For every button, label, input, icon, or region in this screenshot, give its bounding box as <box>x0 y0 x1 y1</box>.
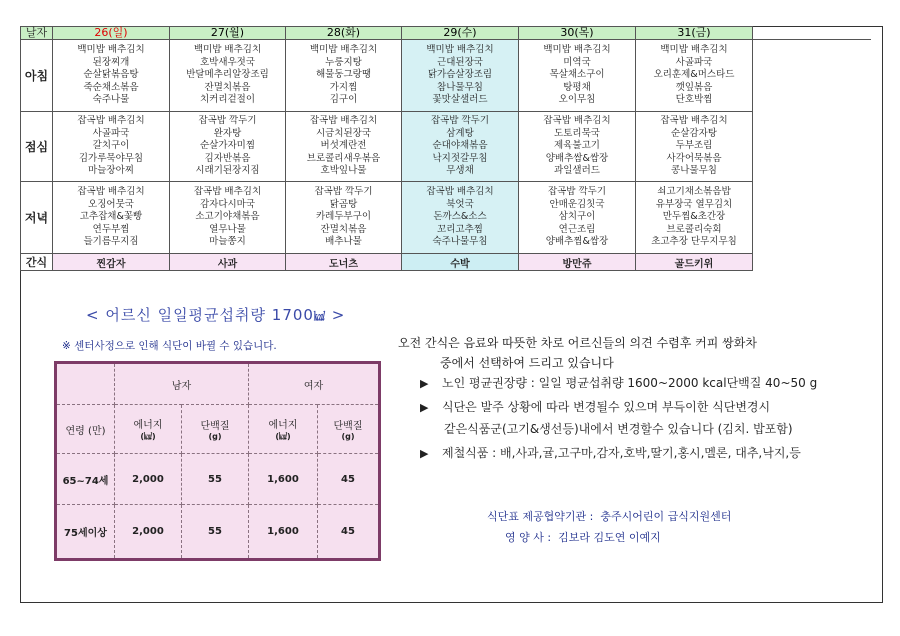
value-cell: 55 <box>182 454 249 505</box>
menu-item: 미역국 <box>563 56 591 68</box>
intake-title-end: > <box>325 306 346 324</box>
menu-item: 잡곡밥 배추김치 <box>426 186 494 198</box>
menu-item: 숙주나물무침 <box>432 236 488 248</box>
menu-item: 김자반볶음 <box>204 152 251 164</box>
age-cell: 75세이상 <box>56 505 115 560</box>
note-bullet-2-cont: 같은식품군(고기&생선등)내에서 변경할수 있습니다 (김치. 밥포함) <box>444 422 793 436</box>
menu-items <box>170 115 285 178</box>
value-cell: 45 <box>318 505 380 560</box>
note-bullet-1 <box>420 374 817 391</box>
menu-items <box>53 186 169 249</box>
menu-item: 잔멸치볶음 <box>204 81 251 93</box>
arrow-icon: ▶ <box>420 377 429 390</box>
protein-label: 단백질 <box>200 421 230 432</box>
menu-item: 브로콜리숙회 <box>666 223 722 235</box>
protein-unit: (g) <box>341 432 355 441</box>
menu-item: 돈까스&소스 <box>433 211 487 223</box>
menu-item: 숙주나물 <box>92 94 130 106</box>
menu-item: 잡곡밥 배추김치 <box>77 115 145 127</box>
menu-item: 백미밥 배추김치 <box>77 44 145 56</box>
intake-blank <box>56 363 115 405</box>
note-bullet-2 <box>420 398 770 415</box>
menu-item: 백미밥 배추김치 <box>543 44 611 56</box>
meal-row <box>21 182 871 254</box>
menu-item: 깻잎볶음 <box>675 81 713 93</box>
menu-item: 잔멸치볶음 <box>320 223 367 235</box>
note-text: 제철식품 : 배,사과,귤,고구마,감자,호박,딸기,홍시,멜론, 대추,낙지,등 <box>442 446 801 460</box>
menu-item: 도토리묵국 <box>554 127 600 139</box>
menu-item: 북엇국 <box>446 198 474 210</box>
menu-items <box>170 44 285 107</box>
col-male-energy <box>115 405 182 454</box>
menu-item: 해물동그랑땡 <box>315 69 372 81</box>
menu-item: 오징어뭇국 <box>88 198 134 210</box>
menu-item: 삼치구이 <box>558 211 596 223</box>
value-cell: 45 <box>318 454 380 505</box>
menu-item: 잡곡밥 깍두기 <box>198 115 257 127</box>
menu-item: 콩나물무침 <box>671 165 717 177</box>
snack-note-line1: 오전 간식은 음료와 따뜻한 차로 어르신들의 의견 수렴후 커피 쌍화차 <box>398 336 757 350</box>
menu-items <box>402 186 518 249</box>
menu-items <box>519 115 635 178</box>
menu-item: 순살감자탕 <box>671 127 717 139</box>
menu-cell <box>402 182 519 254</box>
value-cell: 1,600 <box>249 454 318 505</box>
menu-items <box>286 44 401 107</box>
menu-item: 안매운김칫국 <box>549 198 605 210</box>
menu-cell <box>170 40 286 112</box>
menu-item: 백미밥 배추김치 <box>660 44 728 56</box>
nutritionist-names: 김보라 김도연 이예지 <box>558 531 661 544</box>
intake-subheader-row <box>56 405 380 454</box>
empty-cell <box>753 40 871 112</box>
menu-item: 반달메추리알장조림 <box>186 69 269 81</box>
note-bullet-3 <box>420 444 801 461</box>
menu-item: 잡곡밥 배추김치 <box>543 115 611 127</box>
menu-items <box>402 44 518 107</box>
intake-title-text: < 어르신 일일평균섭취량 1700 <box>86 306 314 324</box>
snack-cell: 찐감자 <box>53 254 170 271</box>
meal-row <box>21 40 871 112</box>
day-header-wed: 29(수) <box>402 27 519 40</box>
protein-unit: (g) <box>208 432 222 441</box>
intake-table <box>54 361 381 561</box>
menu-item: 가지찜 <box>329 81 358 93</box>
menu-item: 연근조림 <box>558 223 596 235</box>
menu-item: 호박새우젓국 <box>199 56 256 68</box>
menu-item: 사각어묵볶음 <box>666 152 722 164</box>
menu-cell <box>53 40 170 112</box>
meal-row <box>21 112 871 182</box>
menu-item: 쇠고기채소볶음밥 <box>657 186 731 198</box>
menu-item: 잡곡밥 배추김치 <box>193 186 262 198</box>
menu-items <box>53 115 169 178</box>
menu-cell <box>286 182 402 254</box>
day-header-tue: 28(화) <box>286 27 402 40</box>
menu-item: 오이무침 <box>558 94 596 106</box>
menu-item: 잡곡밥 깍두기 <box>547 186 607 198</box>
menu-item: 순살닭볶음탕 <box>83 69 139 81</box>
menu-item: 잡곡밥 깍두기 <box>430 115 490 127</box>
nutritionist-label: 영 양 사 : <box>505 531 552 544</box>
change-notice: ※ 센터사정으로 인해 식단이 바뀔 수 있습니다. <box>62 340 277 352</box>
snack-label: 간식 <box>21 254 53 271</box>
menu-item: 소고기야채볶음 <box>195 211 260 223</box>
menu-cell <box>519 40 636 112</box>
menu-header-row <box>21 27 871 40</box>
menu-item: 백미밥 배추김치 <box>193 44 262 56</box>
value-cell: 2,000 <box>115 505 182 560</box>
menu-item: 양배추쌈&쌈장 <box>545 152 609 164</box>
menu-item: 잡곡밥 배추김치 <box>660 115 728 127</box>
menu-item: 완자탕 <box>213 127 242 139</box>
menu-item: 백미밥 배추김치 <box>426 44 494 56</box>
value-cell: 1,600 <box>249 505 318 560</box>
menu-item: 만두찜&초간장 <box>662 211 726 223</box>
menu-cell <box>53 182 170 254</box>
menu-item: 닭가슴살장조림 <box>427 69 493 81</box>
day-header-fri: 31(금) <box>636 27 753 40</box>
menu-item: 마늘쫑지 <box>209 236 246 248</box>
menu-item: 오리훈제&머스타드 <box>653 69 735 81</box>
empty-cell <box>753 254 871 271</box>
protein-label: 단백질 <box>333 421 363 432</box>
menu-item: 김가루묵야무침 <box>78 152 144 164</box>
energy-unit: (㎉) <box>275 432 291 441</box>
menu-items <box>519 44 635 107</box>
snack-cell: 골드키위 <box>636 254 753 271</box>
menu-item: 백미밥 배추김치 <box>309 44 378 56</box>
menu-item: 감자다시마국 <box>199 198 256 210</box>
menu-item: 탕평채 <box>563 81 591 93</box>
menu-item: 근대된장국 <box>437 56 483 68</box>
col-female-energy <box>249 405 318 454</box>
provider-name: 충주시어린이 급식지원센터 <box>600 510 732 523</box>
menu-item: 연두부찜 <box>92 223 130 235</box>
menu-item: 과일샐러드 <box>554 165 600 177</box>
empty-cell <box>753 182 871 254</box>
menu-table <box>20 26 871 271</box>
menu-item: 잡곡밥 배추김치 <box>309 115 378 127</box>
menu-items <box>636 44 752 107</box>
menu-item: 초고추장 단무지무침 <box>651 236 737 248</box>
menu-items <box>53 44 169 107</box>
menu-item: 두부조림 <box>675 140 713 152</box>
menu-item: 꼬리고추찜 <box>437 223 483 235</box>
intake-header-row <box>56 363 380 405</box>
menu-cell <box>170 112 286 182</box>
menu-item: 시래기된장지짐 <box>195 165 260 177</box>
menu-cell <box>402 40 519 112</box>
menu-item: 버섯계란전 <box>320 140 367 152</box>
menu-item: 삼계탕 <box>446 127 474 139</box>
menu-cell <box>636 40 753 112</box>
energy-label: 에너지 <box>133 420 163 431</box>
menu-item: 순대야채볶음 <box>432 140 488 152</box>
menu-cell <box>286 40 402 112</box>
value-cell: 55 <box>182 505 249 560</box>
menu-item: 꽃맛살샐러드 <box>432 94 488 106</box>
menu-cell <box>519 112 636 182</box>
note-text: 식단은 발주 상황에 따라 변경될수 있으며 부득이한 식단변경시 <box>442 400 771 414</box>
menu-item: 사골파국 <box>92 127 130 139</box>
menu-cell <box>636 182 753 254</box>
menu-cell <box>519 182 636 254</box>
menu-item: 고추잡채&꽃빵 <box>79 211 143 223</box>
menu-items <box>170 186 285 249</box>
snack-cell: 수박 <box>402 254 519 271</box>
provider-label: 식단표 제공협약기관 : <box>487 510 594 523</box>
menu-item: 참나물무침 <box>437 81 483 93</box>
menu-item: 김구이 <box>329 94 358 106</box>
menu-items <box>519 186 635 249</box>
menu-item: 닭곰탕 <box>329 198 358 210</box>
col-age: 연령 (만) <box>56 405 115 454</box>
snack-row <box>21 254 871 271</box>
menu-item: 제육불고기 <box>554 140 600 152</box>
snack-cell: 방만쥬 <box>519 254 636 271</box>
value-cell: 2,000 <box>115 454 182 505</box>
menu-item: 들기름무지짐 <box>83 236 139 248</box>
menu-items <box>286 115 401 178</box>
intake-title-unit: ㎉ <box>313 310 326 323</box>
snack-cell: 도너츠 <box>286 254 402 271</box>
intake-row <box>56 505 380 560</box>
menu-cell <box>170 182 286 254</box>
menu-item: 목살채소구이 <box>549 69 605 81</box>
snack-cell: 사과 <box>170 254 286 271</box>
menu-item: 갈치구이 <box>92 140 130 152</box>
snack-note-line2: 중에서 선택하여 드리고 있습니다 <box>440 356 614 370</box>
day-header-thu: 30(목) <box>519 27 636 40</box>
menu-item: 낙지젓갈무침 <box>432 152 488 164</box>
intake-title <box>86 304 345 325</box>
col-male-protein <box>182 405 249 454</box>
menu-item: 된장찌개 <box>92 56 130 68</box>
menu-item: 사골파국 <box>675 56 713 68</box>
empty-cell <box>753 112 871 182</box>
day-header-mon: 27(월) <box>170 27 286 40</box>
intake-row <box>56 454 380 505</box>
menu-item: 단호박찜 <box>675 94 713 106</box>
menu-item: 누룽지탕 <box>325 56 362 68</box>
menu-items <box>636 186 752 249</box>
menu-item: 죽순채소볶음 <box>83 81 139 93</box>
meal-label: 아침 <box>21 40 53 112</box>
age-cell: 65~74세 <box>56 454 115 505</box>
menu-item: 호박잎나물 <box>320 165 367 177</box>
menu-items <box>286 186 401 249</box>
arrow-icon: ▶ <box>420 401 429 414</box>
nutritionist-line <box>505 529 661 545</box>
meal-label: 저녁 <box>21 182 53 254</box>
menu-item: 잡곡밥 배추김치 <box>77 186 145 198</box>
menu-cell <box>53 112 170 182</box>
menu-item: 양배추찜&쌈장 <box>545 236 609 248</box>
menu-item: 시금치된장국 <box>315 127 372 139</box>
meal-label: 점심 <box>21 112 53 182</box>
meal-rows <box>21 40 871 254</box>
menu-cell <box>286 112 402 182</box>
provider-line <box>487 508 731 524</box>
menu-item: 카레두부구이 <box>315 211 372 223</box>
menu-item: 잡곡밥 깍두기 <box>314 186 373 198</box>
menu-item: 순살가자미찜 <box>199 140 256 152</box>
menu-item: 치커리겉절이 <box>199 94 256 106</box>
note-text: 노인 평균권장량 : 일일 평균섭취량 1600~2000 kcal단백질 40~50 g <box>442 376 818 390</box>
header-female: 여자 <box>249 363 380 405</box>
menu-item: 열무나물 <box>209 223 246 235</box>
menu-item: 마늘장아찌 <box>88 165 134 177</box>
menu-item: 배추나물 <box>325 236 362 248</box>
date-header: 날자 <box>21 27 53 40</box>
arrow-icon: ▶ <box>420 447 429 460</box>
menu-item: 무생채 <box>446 165 474 177</box>
col-female-protein <box>318 405 380 454</box>
menu-items <box>636 115 752 178</box>
day-header-sun: 26(일) <box>53 27 170 40</box>
energy-unit: (㎉) <box>140 432 156 441</box>
menu-cell <box>636 112 753 182</box>
menu-cell <box>402 112 519 182</box>
menu-items <box>402 115 518 178</box>
menu-item: 유부장국 열무김치 <box>655 198 733 210</box>
energy-label: 에너지 <box>268 420 298 431</box>
header-male: 남자 <box>115 363 249 405</box>
empty-header <box>753 27 871 40</box>
menu-item: 브로콜리새우볶음 <box>306 152 381 164</box>
